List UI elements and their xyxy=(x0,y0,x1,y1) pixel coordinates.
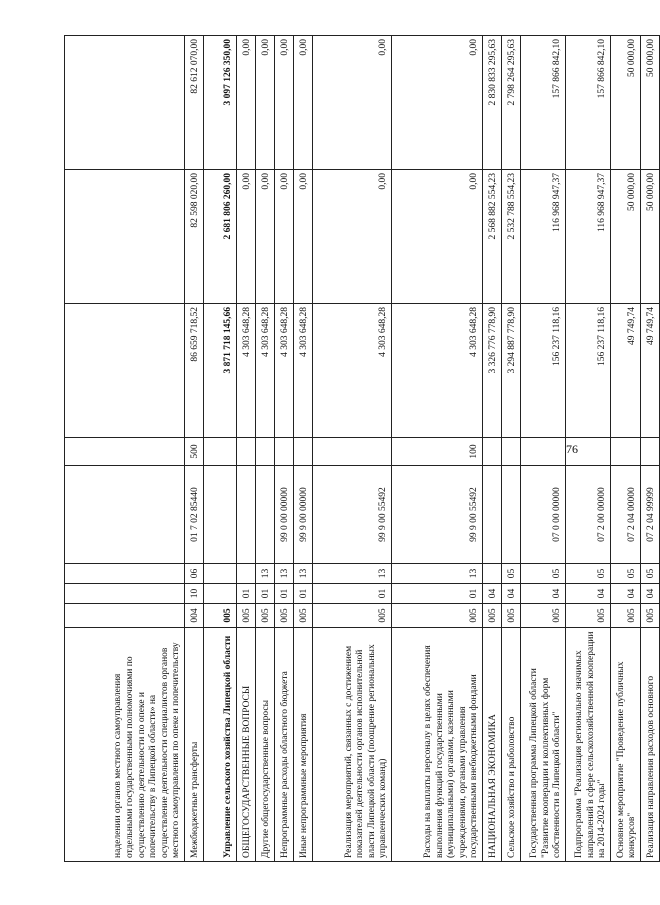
row-name-cell: Подпрограмма "Реализация регионально значимых направлений в сфере сельскохозяйственной кооперации на 2014-2024 годы" xyxy=(566,628,611,862)
amount-year2-cell: 0,00 xyxy=(392,170,483,304)
subsection-code-cell: 05 xyxy=(611,564,641,584)
amount-year2-cell: 0,00 xyxy=(237,170,256,304)
row-name-cell: Расходы на выплаты персоналу в целях обеспечения выполнения функций государственными (муниципальными) органами, казенными учреждениями, органами управления государственными внебюджетными фондами xyxy=(392,628,483,862)
target-article-cell xyxy=(256,466,275,564)
amount-year3-cell: 0,00 xyxy=(392,36,483,170)
table-row xyxy=(641,36,660,862)
amount-year2-cell: 116 968 947,37 xyxy=(566,170,611,304)
amount-year3-cell xyxy=(65,36,185,170)
section-code-cell xyxy=(204,584,237,604)
expense-type-cell xyxy=(521,438,566,466)
row-name-cell: Реализация мероприятий, связанных с достижением показателей деятельности органов исполнительной власти Липецкой области (поощрение региональных управленческих команд) xyxy=(313,628,392,862)
admin-code-cell: 005 xyxy=(641,604,660,628)
amount-year3-cell: 2 830 833 295,63 xyxy=(483,36,502,170)
amount-year3-cell: 0,00 xyxy=(256,36,275,170)
subsection-code-cell: 13 xyxy=(313,564,392,584)
target-article-cell xyxy=(204,466,237,564)
row-name-cell: Сельское хозяйство и рыболовство xyxy=(502,628,521,862)
amount-year1-cell: 4 303 648,28 xyxy=(294,304,313,438)
row-name-cell: Реализация направления расходов основного xyxy=(641,628,660,862)
section-code-cell: 10 xyxy=(185,584,204,604)
admin-code-cell: 005 xyxy=(392,604,483,628)
target-article-cell: 07 2 00 00000 xyxy=(566,466,611,564)
amount-year1-cell: 156 237 118,16 xyxy=(521,304,566,438)
section-code-cell: 01 xyxy=(256,584,275,604)
amount-year3-cell: 2 798 264 295,63 xyxy=(502,36,521,170)
expense-type-cell xyxy=(483,438,502,466)
section-code-cell: 04 xyxy=(566,584,611,604)
admin-code-cell: 004 xyxy=(185,604,204,628)
amount-year1-cell: 4 303 648,28 xyxy=(275,304,294,438)
table-row xyxy=(483,36,502,862)
amount-year2-cell: 50 000,00 xyxy=(641,170,660,304)
row-name-cell: Иные непрограммные мероприятия xyxy=(294,628,313,862)
section-code-cell: 01 xyxy=(294,584,313,604)
table-row xyxy=(611,36,641,862)
amount-year1-cell xyxy=(65,304,185,438)
admin-code-cell: 005 xyxy=(313,604,392,628)
target-article-cell xyxy=(483,466,502,564)
section-code-cell xyxy=(65,584,185,604)
expense-type-cell xyxy=(65,438,185,466)
expense-type-cell xyxy=(611,438,641,466)
target-article-cell xyxy=(65,466,185,564)
subsection-code-cell: 13 xyxy=(256,564,275,584)
amount-year1-cell: 49 749,74 xyxy=(611,304,641,438)
row-name-cell: наделении органов местного самоуправления отдельными государственными полномочиями по осуществлению деятельности по опеке и попечительству в Липецкой области» на осуществление деятельности специалистов органов местного самоуправления по опеке и попечительству xyxy=(65,628,185,862)
amount-year2-cell: 2 532 788 554,23 xyxy=(502,170,521,304)
section-code-cell: 01 xyxy=(275,584,294,604)
expense-type-cell xyxy=(294,438,313,466)
section-code-cell: 04 xyxy=(641,584,660,604)
amount-year2-cell: 50 000,00 xyxy=(611,170,641,304)
target-article-cell: 07 2 04 99999 xyxy=(641,466,660,564)
amount-year3-cell: 3 097 126 350,00 xyxy=(204,36,237,170)
amount-year2-cell: 0,00 xyxy=(313,170,392,304)
amount-year1-cell: 3 294 887 778,90 xyxy=(502,304,521,438)
amount-year3-cell: 0,00 xyxy=(313,36,392,170)
row-name-cell: Межбюджетные трансферты xyxy=(185,628,204,862)
amount-year2-cell: 2 681 806 260,00 xyxy=(204,170,237,304)
admin-code-cell: 005 xyxy=(483,604,502,628)
subsection-code-cell: 13 xyxy=(392,564,483,584)
amount-year1-cell: 3 871 718 145,66 xyxy=(204,304,237,438)
page-number: 76 xyxy=(566,442,578,456)
section-code-cell: 04 xyxy=(502,584,521,604)
row-name-cell: Непрограммные расходы областного бюджета xyxy=(275,628,294,862)
section-code-cell: 01 xyxy=(392,584,483,604)
amount-year1-cell: 4 303 648,28 xyxy=(256,304,275,438)
admin-code-cell: 005 xyxy=(204,604,237,628)
subsection-code-cell: 05 xyxy=(566,564,611,584)
section-code-cell: 04 xyxy=(521,584,566,604)
amount-year1-cell: 86 659 718,52 xyxy=(185,304,204,438)
table-row xyxy=(204,36,237,862)
table-row xyxy=(185,36,204,862)
target-article-cell: 07 2 04 00000 xyxy=(611,466,641,564)
admin-code-cell: 005 xyxy=(502,604,521,628)
table-row xyxy=(392,36,483,862)
amount-year2-cell: 0,00 xyxy=(256,170,275,304)
row-name-cell: ОБЩЕГОСУДАРСТВЕННЫЕ ВОПРОСЫ xyxy=(237,628,256,862)
amount-year2-cell: 82 598 020,00 xyxy=(185,170,204,304)
target-article-cell: 99 0 00 00000 xyxy=(275,466,294,564)
table-row xyxy=(237,36,256,862)
row-name-cell: Основное мероприятие "Проведение публичных конкурсов" xyxy=(611,628,641,862)
target-article-cell: 07 0 00 00000 xyxy=(521,466,566,564)
subsection-code-cell xyxy=(204,564,237,584)
section-code-cell: 04 xyxy=(483,584,502,604)
subsection-code-cell xyxy=(65,564,185,584)
expense-type-cell: 500 xyxy=(185,438,204,466)
subsection-code-cell: 06 xyxy=(185,564,204,584)
amount-year3-cell: 82 612 070,00 xyxy=(185,36,204,170)
amount-year1-cell: 4 303 648,28 xyxy=(313,304,392,438)
target-article-cell: 99 9 00 00000 xyxy=(294,466,313,564)
amount-year3-cell: 0,00 xyxy=(237,36,256,170)
admin-code-cell: 005 xyxy=(566,604,611,628)
subsection-code-cell: 13 xyxy=(275,564,294,584)
amount-year3-cell: 50 000,00 xyxy=(611,36,641,170)
subsection-code-cell xyxy=(483,564,502,584)
row-name-cell: Другие общегосударственные вопросы xyxy=(256,628,275,862)
row-name-cell: Управление сельского хозяйства Липецкой области xyxy=(204,628,237,862)
admin-code-cell: 005 xyxy=(611,604,641,628)
subsection-code-cell: 05 xyxy=(521,564,566,584)
section-code-cell: 04 xyxy=(611,584,641,604)
admin-code-cell xyxy=(65,604,185,628)
amount-year2-cell: 116 968 947,37 xyxy=(521,170,566,304)
amount-year2-cell: 0,00 xyxy=(294,170,313,304)
expense-type-cell xyxy=(204,438,237,466)
table-row xyxy=(566,36,611,862)
target-article-cell: 99 9 00 55492 xyxy=(392,466,483,564)
table-row xyxy=(502,36,521,862)
expense-type-cell xyxy=(313,438,392,466)
admin-code-cell: 005 xyxy=(275,604,294,628)
target-article-cell xyxy=(237,466,256,564)
amount-year3-cell: 157 866 842,10 xyxy=(521,36,566,170)
amount-year2-cell: 2 568 882 554,23 xyxy=(483,170,502,304)
target-article-cell xyxy=(502,466,521,564)
amount-year2-cell xyxy=(65,170,185,304)
expense-type-cell xyxy=(256,438,275,466)
amount-year1-cell: 4 303 648,28 xyxy=(392,304,483,438)
amount-year3-cell: 157 866 842,10 xyxy=(566,36,611,170)
rotated-table-container xyxy=(64,36,657,862)
subsection-code-cell: 05 xyxy=(502,564,521,584)
amount-year3-cell: 0,00 xyxy=(294,36,313,170)
expense-type-cell xyxy=(566,438,611,466)
subsection-code-cell: 05 xyxy=(641,564,660,584)
admin-code-cell: 005 xyxy=(256,604,275,628)
amount-year1-cell: 156 237 118,16 xyxy=(566,304,611,438)
section-code-cell: 01 xyxy=(313,584,392,604)
expense-type-cell xyxy=(275,438,294,466)
admin-code-cell: 005 xyxy=(294,604,313,628)
admin-code-cell: 005 xyxy=(521,604,566,628)
amount-year1-cell: 4 303 648,28 xyxy=(237,304,256,438)
table-row xyxy=(313,36,392,862)
table-row xyxy=(275,36,294,862)
row-name-cell: НАЦИОНАЛЬНАЯ ЭКОНОМИКА xyxy=(483,628,502,862)
table-row xyxy=(294,36,313,862)
row-name-cell: Государственная программа Липецкой области "Развитие кооперации и коллективных форм собственности в Липецкой области" xyxy=(521,628,566,862)
admin-code-cell: 005 xyxy=(237,604,256,628)
amount-year1-cell: 49 749,74 xyxy=(641,304,660,438)
subsection-code-cell: 13 xyxy=(294,564,313,584)
budget-table xyxy=(64,35,660,862)
section-code-cell: 01 xyxy=(237,584,256,604)
table-row xyxy=(65,36,185,862)
amount-year2-cell: 0,00 xyxy=(275,170,294,304)
table-row xyxy=(256,36,275,862)
target-article-cell: 99 9 00 55492 xyxy=(313,466,392,564)
subsection-code-cell xyxy=(237,564,256,584)
amount-year3-cell: 50 000,00 xyxy=(641,36,660,170)
expense-type-cell xyxy=(502,438,521,466)
expense-type-cell xyxy=(237,438,256,466)
target-article-cell: 01 7 02 85440 xyxy=(185,466,204,564)
table-row xyxy=(521,36,566,862)
amount-year1-cell: 3 326 776 778,90 xyxy=(483,304,502,438)
amount-year3-cell: 0,00 xyxy=(275,36,294,170)
expense-type-cell xyxy=(641,438,660,466)
expense-type-cell: 100 xyxy=(392,438,483,466)
budget-table-body xyxy=(65,36,660,862)
